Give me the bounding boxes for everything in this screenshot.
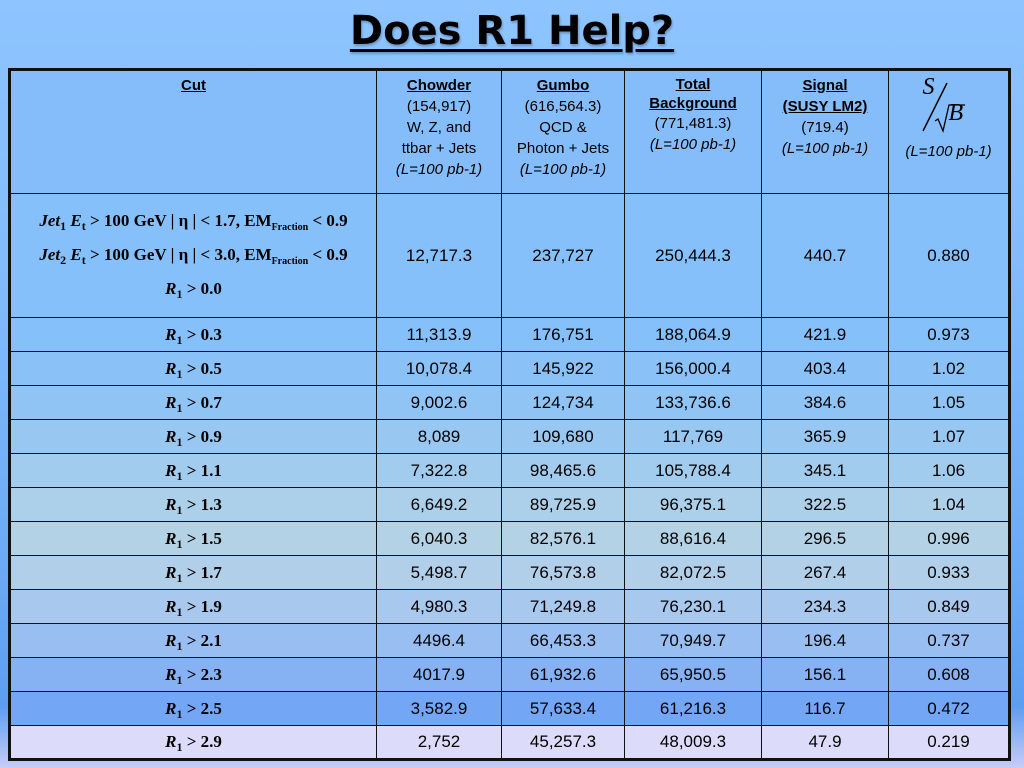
header-signal [762,70,889,194]
sb-value: 1.07 [889,420,1010,454]
header-chowder-count: (154,917) [406,98,472,115]
header-total-count: (771,481.3) [654,115,732,132]
gumbo-value: 89,725.9 [502,488,625,522]
cut-threshold: > 0.7 [182,392,222,412]
cut-threshold: > 0.3 [182,324,222,344]
header-gumbo-lumi: (L=100 pb-1) [519,161,607,178]
sb-value: 1.02 [889,352,1010,386]
signal-value: 156.1 [762,658,889,692]
cut-threshold: > 2.1 [182,630,222,650]
table-row [10,352,1010,386]
table-row [10,692,1010,726]
signal-value: 345.1 [762,454,889,488]
signal-value: 403.4 [762,352,889,386]
sb-s: S [922,74,935,100]
header-chowder-desc1: W, Z, and [406,119,472,136]
gumbo-value: 82,576.1 [502,522,625,556]
header-gumbo-title: Gumbo [536,77,590,94]
sb-value: 0.219 [889,726,1010,760]
total-value: 105,788.4 [625,454,762,488]
base-cut-line2: Jet$_2$ $E_t > 100$ GeV | η | < 3.0, $EM_{Fraction} < 0.9$ [39,245,348,267]
header-gumbo-desc2: Photon + Jets [516,140,610,157]
chowder-value: 8,089 [377,420,502,454]
total-value: 82,072.5 [625,556,762,590]
header-total-lumi: (L=100 pb-1) [649,136,737,153]
chowder-value: 4496.4 [377,624,502,658]
sb-value: 1.04 [889,488,1010,522]
cut-threshold: > 1.1 [182,460,222,480]
header-total-title1: Total [675,76,711,93]
cut-threshold: > 2.3 [182,664,222,684]
total-value: 70,949.7 [625,624,762,658]
signal-value: 384.6 [762,386,889,420]
header-signal-title2: (SUSY LM2) [782,98,868,115]
gumbo-value: 45,257.3 [502,726,625,760]
base-total-value: 250,444.3 [625,194,762,318]
sb-value: 0.472 [889,692,1010,726]
gumbo-value: 76,573.8 [502,556,625,590]
gumbo-value: 145,922 [502,352,625,386]
table-row [10,522,1010,556]
cut-cell: $R_1 > 0.9$ [10,420,377,454]
chowder-value: 10,078.4 [377,352,502,386]
gumbo-value: 176,751 [502,318,625,352]
signal-value: 421.9 [762,318,889,352]
chowder-value: 4017.9 [377,658,502,692]
sb-value: 0.933 [889,556,1010,590]
header-cut [10,70,377,194]
total-value: 117,769 [625,420,762,454]
signal-value: 47.9 [762,726,889,760]
table-row [10,658,1010,692]
header-signal-count: (719.4) [801,119,849,136]
header-chowder [377,70,502,194]
total-value: 96,375.1 [625,488,762,522]
gumbo-value: 124,734 [502,386,625,420]
cut-cell: $R_1 > 2.5$ [10,692,377,726]
table-row [10,386,1010,420]
header-total-background [625,70,762,194]
slide-title: Does R1 Help? [349,8,675,54]
cut-threshold: > 1.5 [182,528,222,548]
chowder-value: 5,498.7 [377,556,502,590]
chowder-value: 6,649.2 [377,488,502,522]
signal-value: 267.4 [762,556,889,590]
header-s-over-sqrt-b [889,70,1010,194]
table-row [10,318,1010,352]
sb-value: 0.973 [889,318,1010,352]
sb-value: 0.737 [889,624,1010,658]
total-value: 48,009.3 [625,726,762,760]
cut-cell: $R_1 > 2.3$ [10,658,377,692]
gumbo-value: 61,932.6 [502,658,625,692]
cut-threshold: > 0.9 [182,426,222,446]
total-value: 76,230.1 [625,590,762,624]
header-gumbo-count: (616,564.3) [524,98,602,115]
cut-threshold: > 1.9 [182,596,222,616]
base-sb-value: 0.880 [889,194,1010,318]
cut-threshold: > 2.5 [182,698,222,718]
cut-cell: $R_1 > 0.7$ [10,386,377,420]
cut-cell: $R_1 > 2.1$ [10,624,377,658]
sb-value: 1.05 [889,386,1010,420]
base-cut-line3: $R_1 > 0.0$ [165,279,222,301]
header-gumbo [502,70,625,194]
header-signal-title1: Signal [802,77,848,94]
header-gumbo-desc1: QCD & [539,119,587,136]
signal-value: 322.5 [762,488,889,522]
chowder-value: 11,313.9 [377,318,502,352]
table-row [10,590,1010,624]
cut-cell: $R_1 > 1.1$ [10,454,377,488]
cut-cell: $R_1 > 0.3$ [10,318,377,352]
header-signal-lumi: (L=100 pb-1) [781,140,869,157]
base-cut-line1: Jet$_1$ $E_t > 100$ GeV | η | < 1.7, $EM_{Fraction} < 0.9$ [39,211,348,233]
table-row [10,454,1010,488]
header-chowder-title: Chowder [406,77,472,94]
header-total-title2: Background [649,95,737,112]
cut-cell: $R_1 > 2.9$ [10,726,377,760]
header-chowder-desc2: ttbar + Jets [401,140,477,157]
header-row [10,70,1010,194]
gumbo-value: 66,453.3 [502,624,625,658]
table-row [10,726,1010,760]
header-sb-lumi: (L=100 pb-1) [905,143,992,160]
header-cut-title: Cut [181,77,206,94]
total-value: 156,000.4 [625,352,762,386]
signal-value: 234.3 [762,590,889,624]
base-chowder-value: 12,717.3 [377,194,502,318]
cut-cell: $R_1 > 1.5$ [10,522,377,556]
chowder-value: 2,752 [377,726,502,760]
s-over-sqrt-b-formula [919,74,979,135]
table-row [10,420,1010,454]
total-value: 88,616.4 [625,522,762,556]
gumbo-value: 71,249.8 [502,590,625,624]
signal-value: 196.4 [762,624,889,658]
cut-cell: $R_1 > 0.5$ [10,352,377,386]
gumbo-value: 57,633.4 [502,692,625,726]
cut-cell: $R_1 > 1.7$ [10,556,377,590]
table-row [10,624,1010,658]
chowder-value: 6,040.3 [377,522,502,556]
base-cut-cell [10,194,377,318]
cut-threshold: > 2.9 [182,732,222,751]
chowder-value: 4,980.3 [377,590,502,624]
sb-value: 0.996 [889,522,1010,556]
signal-value: 296.5 [762,522,889,556]
sb-b: B [948,100,964,126]
results-table [8,68,1011,761]
base-cut-row [10,194,1010,318]
chowder-value: 7,322.8 [377,454,502,488]
chowder-value: 3,582.9 [377,692,502,726]
base-signal-value: 440.7 [762,194,889,318]
gumbo-value: 98,465.6 [502,454,625,488]
base-gumbo-value: 237,727 [502,194,625,318]
sb-value: 0.608 [889,658,1010,692]
cut-cell: $R_1 > 1.3$ [10,488,377,522]
sb-value: 0.849 [889,590,1010,624]
table-row [10,556,1010,590]
sb-value: 1.06 [889,454,1010,488]
cut-threshold: > 0.5 [182,358,222,378]
header-chowder-lumi: (L=100 pb-1) [395,161,483,178]
total-value: 133,736.6 [625,386,762,420]
table-row [10,488,1010,522]
gumbo-value: 109,680 [502,420,625,454]
total-value: 65,950.5 [625,658,762,692]
total-value: 188,064.9 [625,318,762,352]
signal-value: 116.7 [762,692,889,726]
signal-value: 365.9 [762,420,889,454]
chowder-value: 9,002.6 [377,386,502,420]
cut-threshold: > 1.3 [182,494,222,514]
cut-cell: $R_1 > 1.9$ [10,590,377,624]
total-value: 61,216.3 [625,692,762,726]
cut-threshold: > 1.7 [182,562,222,582]
